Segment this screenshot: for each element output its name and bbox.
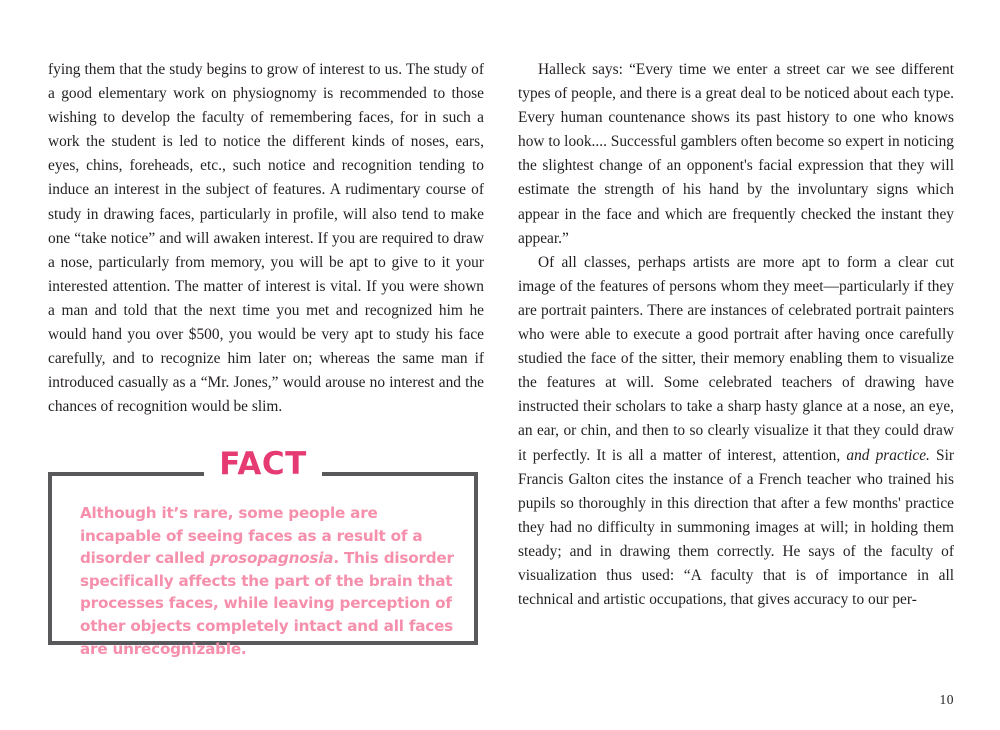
fact-box-body [80,502,456,660]
fact-body-part-2: . This disorder specifically affects the part of the brain that processes faces, while leaving perception of other objects completely intact and all faces are unrecognizable. [80,549,454,658]
fact-body-part-1: Although it’s rare, some people are incapable of seeing faces as a result of a disorder called [80,504,423,568]
fact-body-term: prosopagnosia [209,549,334,568]
right-column-paragraph-2-emphasis: and practice. [846,446,930,464]
right-column-paragraph-2 [518,251,954,612]
left-text-column [48,58,484,419]
fact-callout-box [48,446,478,658]
left-column-paragraph-1: fying them that the study begins to grow of interest to us. The study of a good elementary work on physiognomy is recommended to those wishing to develop the faculty of remembering faces, for in such a work the student is led to notice the different kinds of noses, ears, eyes, chins, foreheads, etc., such notice and recognition tending to induce an interest in the subject of features. A rudimentary course of study in drawing faces, particularly in profile, will also tend to make one “take notice” and will awaken interest. If you are required to draw a nose, particularly from memory, you will be apt to give to it your interested attention. The matter of interest is vital. If you were shown a man and told that the next time you met and recognized him he would hand you over $500, you would be very apt to study his face carefully, and to recognize him later on; whereas the same man if introduced casually as a “Mr. Jones,” would arouse no interest and the chances of recognition would be slim. [48,61,484,416]
right-column-paragraph-1: Halleck says: “Every time we enter a street car we see different types of people, and there is a great deal to be noticed about each type. Every human countenance shows its past history to one who knows how to look.... Successful gamblers often become so expert in noticing the slightest change of an opponent's facial expression that they will estimate the strength of his hand by the involuntary signs which appear in the face and which are frequently checked the instant they appear.” [518,61,954,247]
fact-box-title: FACT [219,446,307,482]
fact-title-notch [204,470,322,480]
right-column-paragraph-2-head: Of all classes, perhaps artists are more apt to form a clear cut image of the features of persons whom they meet—particularly if they are portrait painters. There are instances of celebrated portrait painters who were able to execute a good portrait after having once carefully studied the face of the sitter, their memory enabling them to visualize the features at will. Some celebrated teachers of drawing have instructed their scholars to take a sharp hasty glance at a nose, an eye, an ear, or chin, and then to so clearly visualize it that they could draw it perfectly. It is all a matter of interest, attention, [518,253,954,464]
right-text-column [518,58,954,612]
right-column-paragraph-2-tail: Sir Francis Galton cites the instance of a French teacher who trained his pupils so thoroughly in this direction that after a few months' practice they had no difficulty in summoning images at will; in holding them steady; and in drawing them correctly. He says of the faculty of visualization thus used: “A faculty that is of importance in all technical and artistic occupations, that gives accuracy to our per- [518,446,954,609]
page-number: 10 [939,692,954,707]
